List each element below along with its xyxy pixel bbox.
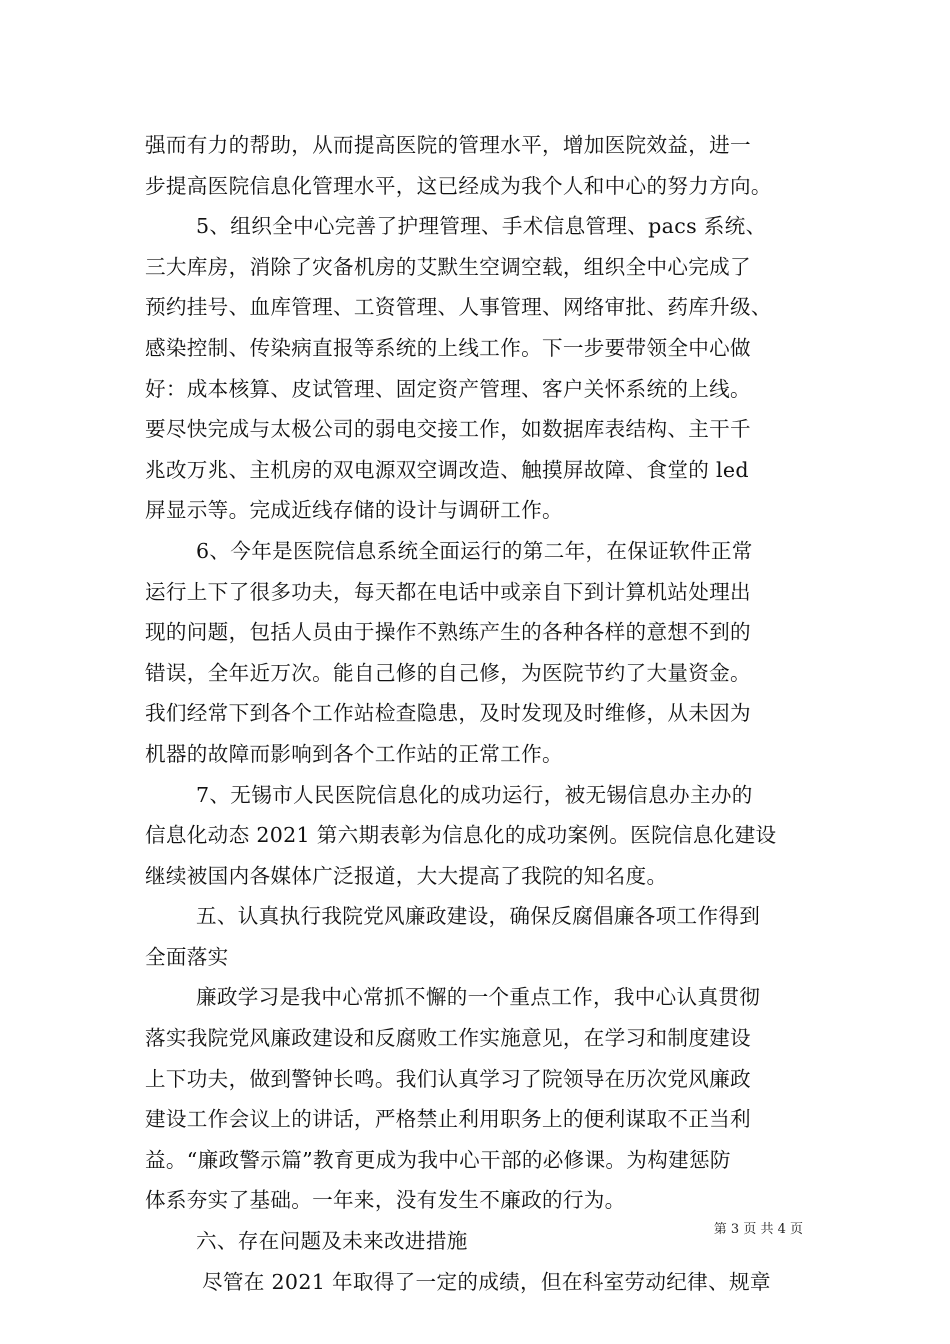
text-line: 错误，全年近万次。能自己修的自己修，为医院节约了大量资金。: [145, 660, 751, 685]
paragraph-start-line: 7、无锡市人民医院信息化的成功运行，被无锡信息办主办的: [196, 782, 753, 807]
text-line: 建设工作会议上的讲话，严格禁止利用职务上的便利谋取不正当利: [145, 1107, 751, 1132]
text-line: 屏显示等。完成近线存储的设计与调研工作。: [145, 498, 563, 523]
paragraph-start-line: 5、组织全中心完善了护理管理、手术信息管理、pacs 系统、: [196, 214, 767, 239]
text-line: 体系夯实了基础。一年来，没有发生不廉政的行为。: [145, 1188, 626, 1213]
paragraph-start-line: 廉政学习是我中心常抓不懈的一个重点工作，我中心认真贯彻: [196, 985, 761, 1010]
text-line: 信息化动态 2021 第六期表彰为信息化的成功案例。医院信息化建设: [145, 823, 777, 848]
text-line: 益。“廉政警示篇”教育更成为我中心干部的必修课。为构建惩防: [145, 1147, 731, 1172]
text-line: 步提高医院信息化管理水平，这已经成为我个人和中心的努力方向。: [145, 173, 772, 198]
document-body: [145, 125, 810, 1302]
paragraph-start-line: 6、今年是医院信息系统全面运行的第二年，在保证软件正常: [196, 538, 753, 563]
text-line: 要尽快完成与太极公司的弱电交接工作，如数据库表结构、主干千: [145, 417, 751, 442]
text-line: 强而有力的帮助，从而提高医院的管理水平，增加医院效益，进一: [145, 133, 751, 157]
section-heading-line: 全面落实: [145, 944, 229, 969]
paragraph-start-line: 尽管在 2021 年取得了一定的成绩，但在科室劳动纪律、规章: [202, 1269, 771, 1294]
text-line: 上下功夫，做到警钟长鸣。我们认真学习了院领导在历次党风廉政: [145, 1066, 751, 1091]
text-line: 落实我院党风廉政建设和反腐败工作实施意见，在学习和制度建设: [145, 1026, 751, 1051]
section-heading-line: 六、存在问题及未来改进措施: [196, 1229, 468, 1254]
section-heading-line: 五、认真执行我院党风廉政建设，确保反腐倡廉各项工作得到: [196, 904, 761, 929]
text-line: 我们经常下到各个工作站检查隐患，及时发现及时维修，从未因为: [145, 701, 751, 726]
text-line: 现的问题，包括人员由于操作不熟练产生的各种各样的意想不到的: [145, 620, 751, 645]
text-line: 感染控制、传染病直报等系统的上线工作。下一步要带领全中心做: [145, 335, 751, 360]
text-line: 预约挂号、血库管理、工资管理、人事管理、网络审批、药库升级、: [145, 295, 772, 320]
text-line: 机器的故障而影响到各个工作站的正常工作。: [145, 741, 563, 766]
text-line: 兆改万兆、主机房的双电源双空调改造、触摸屏故障、食堂的 led: [145, 457, 749, 482]
text-line: 继续被国内各媒体广泛报道，大大提高了我院的知名度。: [145, 863, 668, 888]
page-number: 第 3 页 共 4 页: [713, 1222, 803, 1237]
text-line: 运行上下了很多功夫，每天都在电话中或亲自下到计算机站处理出: [145, 579, 751, 604]
text-line: 好：成本核算、皮试管理、固定资产管理、客户关怀系统的上线。: [145, 376, 751, 401]
text-line: 三大库房，消除了灾备机房的艾默生空调空载，组织全中心完成了: [145, 254, 751, 279]
